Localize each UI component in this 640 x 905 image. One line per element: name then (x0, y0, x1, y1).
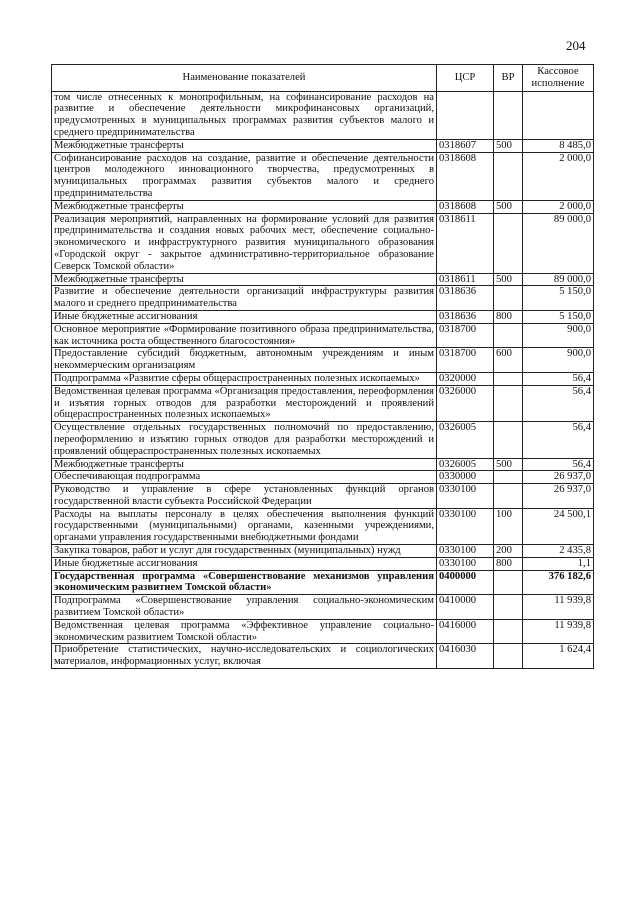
cell-amount: 26 937,0 (523, 484, 594, 509)
cell-vr: 200 (494, 545, 523, 558)
cell-amount: 56,4 (523, 385, 594, 421)
page-number: 204 (566, 38, 586, 53)
cell-csr: 0318700 (437, 348, 494, 373)
table-row (52, 323, 594, 348)
cell-csr: 0318700 (437, 323, 494, 348)
cell-vr (494, 570, 523, 595)
table-header-row (52, 65, 594, 92)
table-row (52, 619, 594, 644)
cell-vr (494, 91, 523, 139)
cell-name: Предоставление субсидий бюджетным, автономным учреждениям и иным некоммерческим организациям (52, 348, 437, 373)
cell-vr (494, 422, 523, 458)
cell-vr (494, 372, 523, 385)
cell-vr: 500 (494, 458, 523, 471)
cell-vr: 500 (494, 273, 523, 286)
cell-name: Закупка товаров, работ и услуг для государственных (муниципальных) нужд (52, 545, 437, 558)
table-row (52, 91, 594, 139)
cell-name: Иные бюджетные ассигнования (52, 557, 437, 570)
cell-csr: 0318611 (437, 273, 494, 286)
cell-name: Ведомственная целевая программа «Эффективное управление социально-экономическим развитием Томской области» (52, 619, 437, 644)
cell-name: Ведомственная целевая программа «Организация предоставления, переоформления и изъятия горных отводов для разработки месторождений и проявлений общераспространенных полезных ископаемых» (52, 385, 437, 421)
table-row (52, 286, 594, 311)
cell-vr (494, 323, 523, 348)
cell-amount: 1 624,4 (523, 644, 594, 669)
cell-csr: 0330100 (437, 557, 494, 570)
cell-amount: 56,4 (523, 372, 594, 385)
cell-amount (523, 91, 594, 139)
cell-csr: 0416030 (437, 644, 494, 669)
cell-name: Расходы на выплаты персоналу в целях обеспечения выполнения функций государственными (муниципальными) органами, казенными учреждениями, органами управления государственными внебюджетными фондами (52, 508, 437, 544)
cell-csr: 0330000 (437, 471, 494, 484)
cell-vr (494, 152, 523, 200)
table-row (52, 471, 594, 484)
table-row (52, 484, 594, 509)
table-row (52, 595, 594, 620)
cell-amount: 89 000,0 (523, 213, 594, 273)
cell-name: Межбюджетные трансферты (52, 200, 437, 213)
cell-amount: 376 182,6 (523, 570, 594, 595)
cell-csr: 0318607 (437, 139, 494, 152)
cell-name: Развитие и обеспечение деятельности организаций инфраструктуры развития малого и среднего предпринимательства (52, 286, 437, 311)
cell-name: Софинансирование расходов на создание, развитие и обеспечение деятельности центров молодежного инновационного творчества, предусмотренных в муниципальных программах развития субъектов малого и среднего предпринимательства (52, 152, 437, 200)
cell-name: Межбюджетные трансферты (52, 139, 437, 152)
header-csr: ЦСР (437, 65, 494, 92)
cell-csr: 0320000 (437, 372, 494, 385)
cell-name: Осуществление отдельных государственных полномочий по предоставлению, переоформлению и изъятию горных отводов для разработки месторождений и проявлений общераспространенных полезных ископаемых (52, 422, 437, 458)
cell-vr: 500 (494, 200, 523, 213)
cell-csr: 0330100 (437, 484, 494, 509)
cell-name: Межбюджетные трансферты (52, 273, 437, 286)
cell-vr (494, 484, 523, 509)
cell-amount: 11 939,8 (523, 619, 594, 644)
table-row (52, 273, 594, 286)
cell-vr: 100 (494, 508, 523, 544)
cell-vr: 600 (494, 348, 523, 373)
cell-csr: 0318608 (437, 152, 494, 200)
cell-amount: 900,0 (523, 323, 594, 348)
cell-amount: 5 150,0 (523, 310, 594, 323)
cell-csr: 0318608 (437, 200, 494, 213)
cell-amount: 26 937,0 (523, 471, 594, 484)
table-row (52, 200, 594, 213)
cell-amount: 89 000,0 (523, 273, 594, 286)
cell-name: том числе отнесенных к монопрофильным, на софинансирование расходов на развитие и обеспечение деятельности микрофинансовых организаций, предусмотренных в муниципальных программах развития субъектов малого и среднего предпринимательства (52, 91, 437, 139)
cell-vr (494, 595, 523, 620)
cell-name: Подпрограмма «Развитие сферы общераспространенных полезных ископаемых» (52, 372, 437, 385)
cell-csr: 0326000 (437, 385, 494, 421)
cell-csr: 0318611 (437, 213, 494, 273)
table-row (52, 545, 594, 558)
cell-csr: 0330100 (437, 508, 494, 544)
cell-name: Основное мероприятие «Формирование позитивного образа предпринимательства, как источника роста общественного благосостояния» (52, 323, 437, 348)
cell-vr (494, 213, 523, 273)
cell-vr (494, 471, 523, 484)
cell-vr: 800 (494, 310, 523, 323)
cell-name: Межбюджетные трансферты (52, 458, 437, 471)
table-row (52, 458, 594, 471)
cell-csr: 0330100 (437, 545, 494, 558)
cell-amount: 5 150,0 (523, 286, 594, 311)
header-amount: Кассовое исполнение (523, 65, 594, 92)
cell-csr: 0318636 (437, 310, 494, 323)
table-row (52, 213, 594, 273)
cell-name: Подпрограмма «Совершенствование управления социально-экономическим развитием Томской области» (52, 595, 437, 620)
cell-csr: 0400000 (437, 570, 494, 595)
table-row (52, 422, 594, 458)
cell-amount: 2 000,0 (523, 200, 594, 213)
table-row (52, 152, 594, 200)
cell-name: Обеспечивающая подпрограмма (52, 471, 437, 484)
cell-amount: 900,0 (523, 348, 594, 373)
header-vr: ВР (494, 65, 523, 92)
cell-vr (494, 619, 523, 644)
cell-csr: 0326005 (437, 458, 494, 471)
cell-csr (437, 91, 494, 139)
cell-vr (494, 385, 523, 421)
cell-vr (494, 286, 523, 311)
table-row (52, 310, 594, 323)
cell-amount: 1,1 (523, 557, 594, 570)
header-name: Наименование показателей (52, 65, 437, 92)
cell-name: Приобретение статистических, научно-исследовательских и социологических материалов, информационных услуг, включая (52, 644, 437, 669)
cell-name: Иные бюджетные ассигнования (52, 310, 437, 323)
cell-amount: 56,4 (523, 458, 594, 471)
table-row (52, 139, 594, 152)
cell-amount: 56,4 (523, 422, 594, 458)
cell-name: Государственная программа «Совершенствование механизмов управления экономическим развитием Томской области» (52, 570, 437, 595)
cell-csr: 0326005 (437, 422, 494, 458)
cell-amount: 11 939,8 (523, 595, 594, 620)
budget-table (51, 64, 594, 669)
cell-name: Реализация мероприятий, направленных на формирование условий для развития предпринимательства и создания новых рабочих мест, обеспечение социально-экономического и инфраструктурного развития муниципального образования «Городской округ - закрытое административно-территориальное образование Северск Томской области» (52, 213, 437, 273)
table-body (52, 91, 594, 668)
table-row (52, 385, 594, 421)
cell-amount: 24 500,1 (523, 508, 594, 544)
cell-csr: 0318636 (437, 286, 494, 311)
table-row (52, 348, 594, 373)
table-row (52, 570, 594, 595)
cell-csr: 0410000 (437, 595, 494, 620)
cell-vr: 800 (494, 557, 523, 570)
cell-name: Руководство и управление в сфере установленных функций органов государственной власти субъекта Российской Федерации (52, 484, 437, 509)
cell-amount: 2 000,0 (523, 152, 594, 200)
cell-vr (494, 644, 523, 669)
table-row (52, 372, 594, 385)
table-row (52, 644, 594, 669)
cell-vr: 500 (494, 139, 523, 152)
cell-csr: 0416000 (437, 619, 494, 644)
cell-amount: 8 485,0 (523, 139, 594, 152)
table-row (52, 557, 594, 570)
cell-amount: 2 435,8 (523, 545, 594, 558)
table-row (52, 508, 594, 544)
